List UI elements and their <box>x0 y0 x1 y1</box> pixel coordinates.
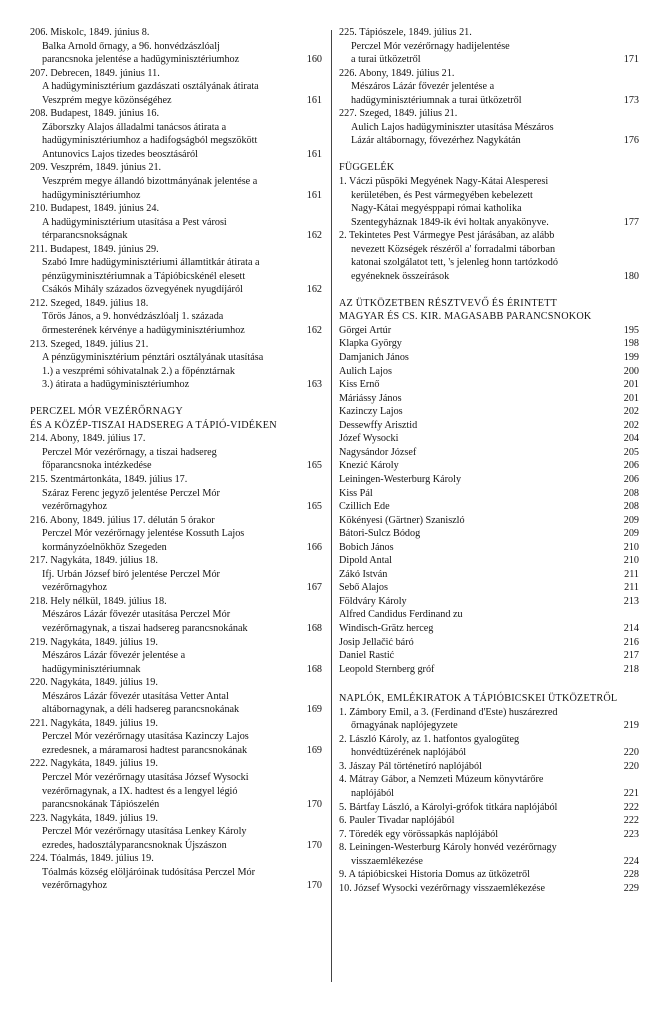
commander-name: Kökényesi (Gärtner) Szaniszló <box>339 514 465 526</box>
toc-entry <box>30 432 322 473</box>
entry-line: 2. László Károly, az 1. hatfontos gyalogüteg <box>339 733 520 745</box>
entry-text <box>339 841 613 868</box>
entry-line: nevezett Községek részéről a' forradalmi táborban <box>351 243 556 255</box>
page-number: 214 <box>623 622 639 634</box>
page-number: 202 <box>623 419 639 431</box>
entry-line: naplójából <box>351 787 395 799</box>
entry-text <box>30 636 296 677</box>
commander-row <box>339 487 639 501</box>
page-number: 170 <box>306 880 322 892</box>
commander-row <box>339 351 639 365</box>
commander-name: Aulich Lajos <box>339 365 392 377</box>
toc-entry <box>339 828 639 842</box>
page-number: 220 <box>623 747 639 759</box>
page-number: 218 <box>623 663 639 675</box>
commander-name: Görgei Artúr <box>339 324 392 336</box>
page-number: 208 <box>623 501 639 513</box>
entry-line: katonai szolgálatot tett, 's jelenleg honn tartózkodó <box>351 257 558 269</box>
toc-entry <box>30 107 322 161</box>
page-number: 198 <box>623 338 639 350</box>
entry-line: 219. Nagykáta, 1849. július 19. <box>30 636 158 648</box>
section-heading-line: NAPLÓK, EMLÉKIRATOK A TÁPIÓBICSKEI ÜTKÖZETRŐL <box>339 693 618 705</box>
toc-entry <box>30 757 322 811</box>
entry-line: egyéneknek összeírások <box>351 270 450 282</box>
page-number: 206 <box>623 473 639 485</box>
entry-line: 226. Abony, 1849. július 21. <box>339 67 455 79</box>
commander-row <box>339 392 639 406</box>
commander-row <box>339 636 639 650</box>
entry-line: hadügyminisztériumhoz <box>42 189 141 201</box>
commander-row <box>339 527 639 541</box>
entry-line: őrmesterének kérvénye a hadügyminisztériumhoz <box>42 325 245 337</box>
section-heading-line: MAGYAR ÉS CS. KIR. MAGASABB PARANCSNOKOK <box>339 311 592 323</box>
right-column <box>339 26 639 895</box>
entry-line: kormányzóelnökhöz Szegeden <box>42 541 167 553</box>
entry-line: 221. Nagykáta, 1849. július 19. <box>30 717 158 729</box>
toc-entry <box>339 107 639 148</box>
commander-row <box>339 378 639 392</box>
commander-row <box>339 337 639 351</box>
entry-text <box>339 760 613 774</box>
page-number: 224 <box>623 855 639 867</box>
toc-entry <box>339 733 639 760</box>
entry-text <box>30 107 296 161</box>
entry-line: 222. Nagykáta, 1849. július 19. <box>30 758 158 770</box>
section-heading-line: ÉS A KÖZÉP-TISZAI HADSEREG A TÁPIÓ-VIDÉKEN <box>30 419 277 431</box>
entry-line: parancsnokának Tápiószelén <box>42 799 160 811</box>
entry-line: Nagy-Kátai megyésppapi római katholika <box>351 203 522 215</box>
page-number: 222 <box>623 801 639 813</box>
spacer <box>339 676 639 692</box>
toc-entry <box>339 814 639 828</box>
entry-line: Balka Arnold őrnagy, a 96. honvédzászlóalj <box>42 40 220 52</box>
page-number: 202 <box>623 406 639 418</box>
commander-row <box>339 365 639 379</box>
entry-text <box>339 828 613 842</box>
toc-entry <box>30 161 322 202</box>
entry-line: 4. Mátray Gábor, a Nemzeti Múzeum könyvtárőre <box>339 774 544 786</box>
entry-line: Mészáros Lázár fővezér utasítása Vetter Antal <box>42 690 229 702</box>
commander-name: Bátori-Sulcz Bódog <box>339 528 421 540</box>
commander-row <box>339 405 639 419</box>
page-number: 210 <box>623 555 639 567</box>
entry-text <box>339 801 613 815</box>
commander-name: Zákó István <box>339 568 388 580</box>
entry-line: a turai ütközetről <box>351 54 421 66</box>
toc-entry <box>30 338 322 392</box>
entry-line: 6. Pauler Tivadar naplójából <box>339 815 455 827</box>
toc-entry <box>339 868 639 882</box>
entry-line: 207. Debrecen, 1849. június 11. <box>30 67 160 79</box>
entry-text <box>339 706 613 733</box>
entry-line: vezérőrnagyhoz <box>42 582 108 594</box>
entry-line: Veszprém megye állandó bizottmányának jelentése a <box>42 176 258 188</box>
commander-name: Kiss Ernő <box>339 379 380 391</box>
entry-line: Mészáros Lázár fővezér jelentése a <box>351 81 495 93</box>
entry-text <box>30 757 296 811</box>
toc-entry <box>30 67 322 108</box>
entry-text <box>339 26 613 67</box>
entry-line: 224. Tóalmás, 1849. július 19. <box>30 853 154 865</box>
toc-entry <box>30 243 322 297</box>
page-number: 223 <box>623 828 639 840</box>
page-number: 168 <box>306 623 322 635</box>
entry-text <box>30 432 296 473</box>
entry-line: Mészáros Lázár fővezér utasítása Perczel Mór <box>42 609 231 621</box>
entry-line: visszaemlékezése <box>351 855 423 867</box>
entry-line: Perczel Mór vezérőrnagy utasítása Kazinczy Lajos <box>42 731 249 743</box>
toc-entry <box>30 554 322 595</box>
entry-line: Perczel Mór vezérőrnagy hadijelentése <box>351 40 510 52</box>
entry-text <box>30 554 296 595</box>
page-number: 162 <box>306 230 322 242</box>
page-number: 217 <box>623 650 639 662</box>
spacer <box>30 392 322 406</box>
entry-line: 5. Bártfay László, a Károlyi-grófok titkára naplójából <box>339 801 558 813</box>
entry-line: hadügyminisztériumnak a turai ütközetről <box>351 94 522 106</box>
toc-entry <box>339 801 639 815</box>
page-number: 195 <box>623 324 639 336</box>
commander-name: Józef Wysocki <box>339 433 399 445</box>
commander-row <box>339 541 639 555</box>
entry-line: Mészáros Lázár fővezér jelentése a <box>42 650 186 662</box>
entry-line: Száraz Ferenc jegyző jelentése Perczel Mór <box>42 487 220 499</box>
entry-line: térparancsnokságnak <box>42 230 128 242</box>
entry-text <box>339 229 613 283</box>
toc-entry <box>339 760 639 774</box>
page-number: 222 <box>623 815 639 827</box>
entry-text <box>30 812 296 853</box>
commander-row <box>339 324 639 338</box>
commander-row <box>339 608 639 622</box>
entry-line: altábornagynak, a déli hadsereg parancsnokának <box>42 704 240 716</box>
page-number: 163 <box>306 379 322 391</box>
page-number: 165 <box>306 501 322 513</box>
page-number: 169 <box>306 704 322 716</box>
entry-line: 215. Szentmártonkáta, 1849. július 17. <box>30 474 188 485</box>
entry-text <box>30 676 296 717</box>
entry-text <box>30 67 296 108</box>
entry-text <box>30 595 296 636</box>
commander-row <box>339 568 639 582</box>
page-number: 177 <box>623 216 639 228</box>
entry-line: honvédtüzérének naplójából <box>351 747 467 759</box>
page-number: 221 <box>623 787 639 799</box>
page-number: 173 <box>623 94 639 106</box>
entry-line: Csákós Mihály százados özvegyének nyugdíjáról <box>42 284 243 296</box>
commander-name: Földváry Károly <box>339 595 407 607</box>
toc-entry <box>339 841 639 868</box>
left-column <box>30 26 322 893</box>
entry-line: ezredesnek, a máramarosi hadtest parancsnokának <box>42 744 248 756</box>
commander-name: Windisch-Grätz herceg <box>339 622 434 634</box>
commander-name: Nagysándor József <box>339 446 417 458</box>
toc-entry <box>339 26 639 67</box>
entry-text <box>339 868 613 882</box>
entry-line: ezredes, hadosztályparancsnoknak Újszászon <box>42 839 227 851</box>
entry-line: 216. Abony, 1849. július 17. délután 5 órakor <box>30 514 215 526</box>
entry-line: Aulich Lajos hadügyminiszter utasítása Mészáros <box>351 121 554 133</box>
page-number: 211 <box>624 568 639 580</box>
toc-entry <box>30 26 322 67</box>
entry-text <box>30 717 296 758</box>
toc-entry <box>30 676 322 717</box>
entry-line: őrnagyának naplójegyzete <box>351 720 458 732</box>
entry-line: 212. Szeged, 1849. július 18. <box>30 297 149 309</box>
entry-text <box>30 514 296 555</box>
page-number: 170 <box>306 839 322 851</box>
entry-line: 208. Budapest, 1849. június 16. <box>30 108 160 120</box>
entry-line: A hadügyminisztérium gazdászati osztályának átirata <box>42 81 259 93</box>
entry-line: hadügyminisztériumhoz a hadifogságból megszökött <box>42 135 258 147</box>
entry-line: vezérőrnagynak, a IX. hadtest és a lengyel légió <box>42 785 238 797</box>
section-heading-line: PERCZEL MÓR VEZÉRŐRNAGY <box>30 406 183 418</box>
page-number: 208 <box>623 487 639 499</box>
page-number: 176 <box>623 135 639 147</box>
section-heading-line: FÜGGELÉK <box>339 162 395 174</box>
entry-line: Antunovics Lajos tizedes beosztásáról <box>42 148 198 160</box>
commander-name: Máriássy János <box>339 392 402 404</box>
entry-line: 218. Hely nélkül, 1849. július 18. <box>30 595 167 607</box>
page-number: 201 <box>623 379 639 391</box>
commander-name: Sebő Alajos <box>339 582 388 594</box>
spacer <box>339 148 639 162</box>
spacer <box>339 283 639 297</box>
entry-text <box>30 297 296 338</box>
entry-text <box>30 161 296 202</box>
entry-text <box>30 473 296 514</box>
entry-line: vezérőrnagyhoz <box>42 880 108 892</box>
commander-name: Daniel Rastić <box>339 650 395 662</box>
entry-text <box>339 733 613 760</box>
toc-entry <box>339 706 639 733</box>
entry-text <box>30 852 296 893</box>
section-heading <box>339 692 639 706</box>
toc-entry <box>339 882 639 896</box>
commander-name: Kiss Pál <box>339 487 373 499</box>
commander-row <box>339 459 639 473</box>
commander-row <box>339 554 639 568</box>
toc-entry <box>30 473 322 514</box>
page-number: 200 <box>623 365 639 377</box>
entry-line: 227. Szeged, 1849. július 21. <box>339 108 458 120</box>
entry-text <box>339 175 613 229</box>
page-number: 201 <box>623 392 639 404</box>
toc-entry <box>30 297 322 338</box>
entry-line: 10. József Wysocki vezérőrnagy visszaemlékezése <box>339 882 545 894</box>
entry-text <box>339 107 613 148</box>
column-divider <box>331 30 332 982</box>
page-number: 211 <box>624 582 639 594</box>
page-number: 228 <box>623 869 639 881</box>
entry-line: pénzügyminisztériumnak a Tápióbicskénél elesett <box>42 270 246 282</box>
entry-line: Tőrös János, a 9. honvédzászlóalj 1. százada <box>42 311 224 323</box>
entry-line: 217. Nagykáta, 1849. július 18. <box>30 555 158 567</box>
entry-line: hadügyminisztériumnak <box>42 663 141 675</box>
entry-line: Perczel Mór vezérőrnagy, a tiszai hadsereg <box>42 446 217 458</box>
entry-line: 225. Tápiószele, 1849. július 21. <box>339 27 472 38</box>
entry-line: 209. Veszprém, 1849. június 21. <box>30 162 162 174</box>
commander-name: Czillich Ede <box>339 501 390 513</box>
section-heading <box>30 405 322 432</box>
entry-line: 220. Nagykáta, 1849. július 19. <box>30 677 158 689</box>
commander-row <box>339 473 639 487</box>
entry-text <box>30 26 296 67</box>
commander-name: Alfred Candidus Ferdinand zu <box>339 609 463 621</box>
entry-line: Perczel Mór vezérőrnagy jelentése Kossuth Lajos <box>42 528 245 540</box>
entry-line: 223. Nagykáta, 1849. július 19. <box>30 812 158 824</box>
entry-text <box>30 243 296 297</box>
entry-line: Perczel Mór vezérőrnagy utasítása József Wysocki <box>42 772 249 784</box>
page-number: 220 <box>623 760 639 772</box>
entry-line: 213. Szeged, 1849. július 21. <box>30 338 149 350</box>
commander-row <box>339 663 639 677</box>
page-number: 162 <box>306 325 322 337</box>
entry-line: 9. A tápióbicskei Historia Domus az ütközetről <box>339 869 530 881</box>
page-number: 180 <box>623 270 639 282</box>
commander-row <box>339 419 639 433</box>
toc-entry <box>30 636 322 677</box>
toc-entry <box>30 595 322 636</box>
entry-line: 3.) átirata a hadügyminisztériumhoz <box>42 379 190 391</box>
page-number: 170 <box>306 799 322 811</box>
entry-line: 210. Budapest, 1849. június 24. <box>30 203 160 215</box>
entry-line: 8. Leiningen-Westerburg Károly honvéd vezérőrnagy <box>339 842 557 854</box>
commander-row <box>339 649 639 663</box>
toc-entry <box>339 67 639 108</box>
commander-name: Leiningen-Westerburg Károly <box>339 473 462 485</box>
entry-line: Szentegyháznak 1849-ik évi holtak anyakönyve. <box>351 216 549 228</box>
commander-name: Klapka György <box>339 338 402 350</box>
commander-name: Dessewffy Arisztid <box>339 419 418 431</box>
commander-name: Knezić Károly <box>339 460 399 472</box>
entry-line: Záborszky Alajos álladalmi tanácsos átirata a <box>42 121 227 133</box>
toc-entry <box>30 717 322 758</box>
entry-line: A hadügyminisztérium utasítása a Pest városi <box>42 216 227 228</box>
commander-name: Bobich János <box>339 541 394 553</box>
page-number: 162 <box>306 284 322 296</box>
entry-line: 1.) a veszprémi sóhivatalnak 2.) a főpénztárnak <box>42 365 235 377</box>
entry-line: 1. Zámbory Emil, a 3. (Ferdinand d'Este) huszárezred <box>339 706 558 718</box>
commander-name: Kazinczy Lajos <box>339 406 403 418</box>
commander-row <box>339 500 639 514</box>
entry-line: parancsnoka jelentése a hadügyminisztériumhoz <box>42 54 240 66</box>
entry-line: főparancsnoka intézkedése <box>42 460 152 472</box>
toc-entry <box>339 773 639 800</box>
entry-line: 7. Töredék egy vörössapkás naplójából <box>339 828 499 840</box>
page-number: 216 <box>623 636 639 648</box>
page-number: 168 <box>306 663 322 675</box>
section-heading <box>339 161 639 175</box>
page-number: 167 <box>306 582 322 594</box>
entry-line: 3. Jászay Pál történetíró naplójából <box>339 760 482 772</box>
commander-row <box>339 595 639 609</box>
commander-row <box>339 514 639 528</box>
page-number: 165 <box>306 460 322 472</box>
entry-line: 1. Váczi püspöki Megyének Nagy-Kátai Alesperesi <box>339 175 549 187</box>
commander-name: Dipold Antal <box>339 555 392 567</box>
entry-text <box>30 338 296 392</box>
entry-line: vezérőrnagynak, a tiszai hadsereg parancsnokának <box>42 623 248 635</box>
entry-line: Szabó Imre hadügyminisztériumi államtitkár átirata a <box>42 257 260 269</box>
section-heading <box>339 297 639 324</box>
page-number: 213 <box>623 595 639 607</box>
toc-entry <box>30 514 322 555</box>
entry-line: vezérőrnagyhoz <box>42 501 108 513</box>
entry-line: 211. Budapest, 1849. június 29. <box>30 243 159 255</box>
page-number <box>613 608 639 622</box>
entry-line: 206. Miskolc, 1849. június 8. <box>30 27 150 38</box>
commander-name: Leopold Sternberg gróf <box>339 663 435 675</box>
section-heading-line: AZ ÜTKÖZETBEN RÉSZTVEVŐ ÉS ÉRINTETT <box>339 297 558 309</box>
commander-row <box>339 581 639 595</box>
entry-line: 2. Tekintetes Pest Vármegye Pest járásában, az alább <box>339 230 555 242</box>
page-number: 205 <box>623 446 639 458</box>
toc-entry <box>30 812 322 853</box>
page-number: 171 <box>623 54 639 66</box>
page-number: 206 <box>623 460 639 472</box>
commander-row <box>339 446 639 460</box>
entry-text <box>339 67 613 108</box>
page-number: 169 <box>306 744 322 756</box>
entry-line: kerületében, és Pest vármegyében kebelezett <box>351 189 533 201</box>
entry-line: Lázár altábornagy, fővezérhez Nagykátán <box>351 135 521 147</box>
toc-entry <box>339 175 639 229</box>
page-number: 161 <box>306 94 322 106</box>
entry-line: 214. Abony, 1849. július 17. <box>30 433 146 445</box>
page-number: 161 <box>306 189 322 201</box>
entry-text <box>339 773 613 800</box>
toc-entry <box>30 852 322 893</box>
commander-row <box>339 622 639 636</box>
entry-text <box>339 814 613 828</box>
page-number: 210 <box>623 541 639 553</box>
entry-line: Tóalmás község elöljáróinak tudósítása Perczel Mór <box>42 866 256 878</box>
commander-row <box>339 432 639 446</box>
page-number: 204 <box>623 433 639 445</box>
page-number: 229 <box>623 882 639 894</box>
page-number: 199 <box>623 352 639 364</box>
entry-line: Veszprém megye közönségéhez <box>42 94 172 106</box>
page-number: 160 <box>306 54 322 66</box>
entry-line: A pénzügyminisztérium pénztári osztályának utasítása <box>42 352 264 364</box>
entry-text <box>30 202 296 243</box>
toc-entry <box>339 229 639 283</box>
entry-line: Ifj. Urbán József bíró jelentése Perczel Mór <box>42 568 220 580</box>
page-number: 166 <box>306 541 322 553</box>
entry-line: Perczel Mór vezérőrnagy utasítása Lenkey Károly <box>42 826 247 838</box>
page-number: 209 <box>623 528 639 540</box>
page-number: 209 <box>623 514 639 526</box>
entry-text <box>339 882 613 896</box>
commander-name: Josip Jellačić báró <box>339 636 414 648</box>
page-number: 219 <box>623 720 639 732</box>
commander-name: Damjanich János <box>339 352 409 364</box>
toc-entry <box>30 202 322 243</box>
page-number: 161 <box>306 148 322 160</box>
